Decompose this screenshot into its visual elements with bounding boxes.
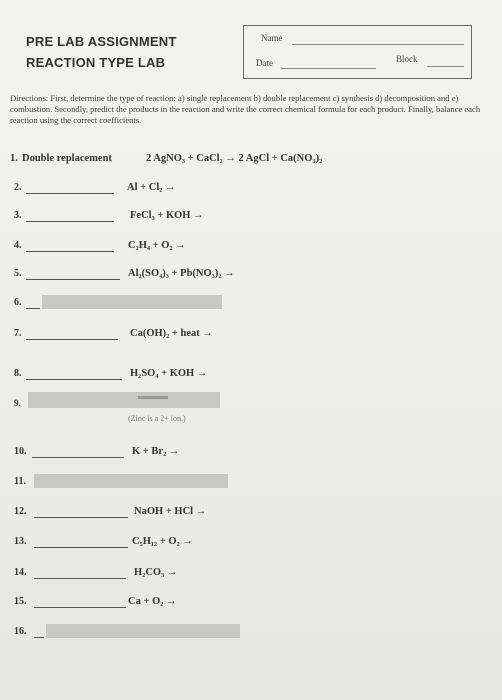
question-reaction: H₂CO₃ →: [134, 567, 178, 578]
question-row: [14, 398, 484, 423]
question-reaction: C₂H₄ + O₂ →: [128, 240, 186, 251]
question-number: 4.: [14, 240, 22, 251]
example-type: Double replacement: [22, 153, 112, 164]
redacted-reaction: [42, 295, 222, 309]
zinc-note: (Zinc is a 2+ ion.): [128, 414, 186, 423]
question-number: 16.: [14, 626, 27, 637]
question-reaction: Ca(OH)₂ + heat →: [130, 328, 213, 339]
student-info-box: [243, 25, 472, 79]
answer-blank[interactable]: [34, 578, 126, 579]
question-row: [14, 506, 484, 522]
answer-blank[interactable]: [34, 547, 128, 548]
question-row: [14, 328, 484, 344]
answer-blank[interactable]: [32, 457, 124, 458]
answer-blank[interactable]: [26, 251, 114, 252]
question-reaction: NaOH + HCl →: [134, 506, 207, 517]
question-number: 9.: [14, 398, 21, 408]
question-number: 3.: [14, 210, 22, 221]
question-row: [14, 182, 484, 198]
answer-blank[interactable]: [34, 517, 128, 518]
question-row: [14, 596, 484, 612]
question-row: [14, 268, 484, 284]
answer-blank[interactable]: [26, 279, 120, 280]
example-row: [10, 153, 484, 169]
question-number: 7.: [14, 328, 22, 339]
assignment-title: PRE LAB ASSIGNMENT: [26, 34, 177, 49]
question-reaction: Ca + O₂ →: [128, 596, 177, 607]
question-reaction: C₅H₁₂ + O₂ →: [132, 536, 193, 547]
name-field[interactable]: [292, 44, 464, 45]
example-equation: 2 AgNO₃ + CaCl₂ → 2 AgCl + Ca(NO₃)₂: [146, 153, 323, 164]
question-number: 8.: [14, 368, 22, 379]
question-number: 13.: [14, 536, 27, 547]
question-number: 11.: [14, 476, 26, 487]
redacted-reaction: [46, 624, 240, 638]
question-row: [14, 446, 484, 462]
lab-title: REACTION TYPE LAB: [26, 55, 166, 70]
answer-blank[interactable]: [26, 339, 118, 340]
question-number: 6.: [14, 297, 22, 308]
question-number: 10.: [14, 446, 27, 457]
redacted-reaction: [28, 392, 220, 408]
block-field[interactable]: [427, 66, 464, 67]
answer-blank[interactable]: [26, 379, 122, 380]
question-number: 5.: [14, 268, 22, 279]
question-reaction: K + Br₂ →: [132, 446, 180, 457]
question-number: 14.: [14, 567, 27, 578]
question-row: [14, 567, 484, 583]
question-row: [14, 368, 484, 384]
question-reaction: Al + Cl₂ →: [127, 182, 176, 193]
answer-blank[interactable]: [34, 607, 126, 608]
question-number: 2.: [14, 182, 22, 193]
name-label: Name: [261, 33, 283, 43]
answer-blank[interactable]: [26, 193, 114, 194]
question-number: 12.: [14, 506, 27, 517]
question-row: [14, 476, 484, 492]
cut-off-text: [138, 396, 168, 399]
answer-blank[interactable]: [26, 221, 114, 222]
redacted-reaction: [34, 474, 228, 488]
directions-text: Directions: First, determine the type of reaction: a) single replacement b) double replacement c) synthesis d) decomposition and e) combustion. Secondly, predict the products in the reaction and write the correct chemical formula for each product. Finally, balance each reaction using the correct coefficients.: [10, 93, 481, 125]
date-field[interactable]: [281, 68, 376, 69]
question-reaction: H₂SO₄ + KOH →: [130, 368, 208, 379]
answer-blank[interactable]: [26, 308, 40, 309]
question-reaction: FeCl₃ + KOH →: [130, 210, 204, 221]
answer-blank[interactable]: [34, 637, 44, 638]
example-number: 1.: [10, 153, 18, 164]
question-row: [14, 240, 484, 256]
question-row: [14, 210, 484, 226]
question-row: [14, 626, 484, 642]
question-row: [14, 536, 484, 552]
question-row: [14, 297, 484, 313]
question-reaction: Al₂(SO₄)₃ + Pb(NO₃)₂ →: [128, 268, 235, 279]
block-label: Block: [396, 54, 418, 64]
question-number: 15.: [14, 596, 27, 607]
date-label: Date: [256, 58, 273, 68]
